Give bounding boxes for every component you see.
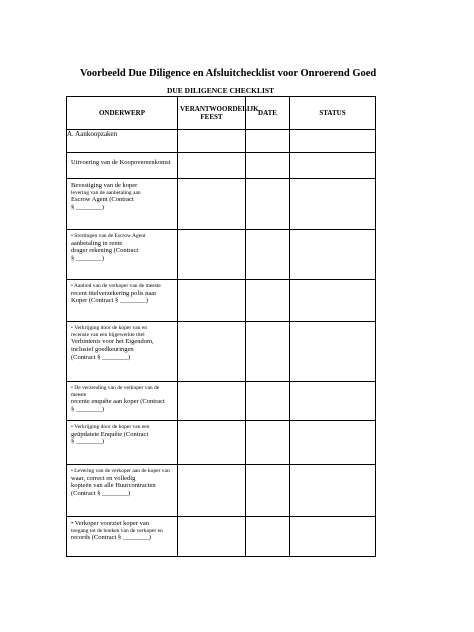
header-date: DATE xyxy=(246,97,290,130)
date-cell[interactable] xyxy=(246,280,290,322)
section-row xyxy=(67,130,376,153)
table-row xyxy=(67,179,376,230)
subject-line: recente enquête aan koper (Contract xyxy=(71,398,165,406)
table-row xyxy=(67,382,376,421)
subject-line: • Verkrijging door de koper van een xyxy=(71,424,150,430)
subject-line: Uitvoering van de Koopovereenkomst xyxy=(71,159,171,166)
subject-line: § ________) xyxy=(71,204,105,212)
subject-line: Koper (Contract § ________) xyxy=(71,297,149,305)
table-row xyxy=(67,421,376,465)
status-cell[interactable] xyxy=(290,130,376,153)
subject-cell xyxy=(67,465,178,517)
header-subject: ONDERWERP xyxy=(67,97,178,130)
subject-line: § ________) xyxy=(71,405,105,413)
table-row xyxy=(67,230,376,280)
date-cell[interactable] xyxy=(246,153,290,179)
party-cell[interactable] xyxy=(178,130,246,153)
party-cell[interactable] xyxy=(178,382,246,421)
date-cell[interactable] xyxy=(246,130,290,153)
subject-cell xyxy=(67,382,178,421)
party-cell[interactable] xyxy=(178,153,246,179)
subject-cell xyxy=(67,280,178,322)
status-cell[interactable] xyxy=(290,421,376,465)
subject-line: • De verzending van de verkoper van de meeste xyxy=(71,385,160,398)
table-row xyxy=(67,153,376,179)
subject-cell xyxy=(67,230,178,280)
subject-line: Escrow Agent (Contract xyxy=(71,196,134,204)
date-cell[interactable] xyxy=(246,465,290,517)
subject-line: § ________) xyxy=(71,438,105,446)
page-title: Voorbeeld Due Diligence en Afsluitchecklist voor Onroerend Goed xyxy=(80,68,377,79)
subject-cell xyxy=(67,153,178,179)
subject-line: drager rekening (Contract xyxy=(71,247,139,255)
status-cell[interactable] xyxy=(290,517,376,557)
subject-line: • Levering van de verkoper aan de koper van xyxy=(71,468,170,474)
subject-cell xyxy=(67,322,178,382)
header-row xyxy=(67,97,376,130)
date-cell[interactable] xyxy=(246,322,290,382)
subject-line: recent titelverzekering polis naar xyxy=(71,289,157,297)
table-row xyxy=(67,322,376,382)
status-cell[interactable] xyxy=(290,280,376,322)
subject-line: • Aanbod van de verkoper van de meeste xyxy=(71,283,161,289)
subject-line: inclusief goedkeuringen xyxy=(71,345,134,353)
party-cell[interactable] xyxy=(178,517,246,557)
party-cell[interactable] xyxy=(178,230,246,280)
party-cell[interactable] xyxy=(178,465,246,517)
subject-line: Verbintenis voor het Eigendom, xyxy=(71,338,154,346)
party-cell[interactable] xyxy=(178,421,246,465)
subject-line: (Contract § ________) xyxy=(71,353,131,361)
subject-cell xyxy=(67,179,178,230)
checklist-table xyxy=(66,96,376,557)
subject-cell xyxy=(67,421,178,465)
subject-line: aanbetaling in rente xyxy=(71,239,123,247)
date-cell[interactable] xyxy=(246,421,290,465)
subject-line: • Verkoper voorziet koper van xyxy=(71,520,149,527)
status-cell[interactable] xyxy=(290,230,376,280)
subject-line: (Contract § ________) xyxy=(71,490,131,498)
table-row xyxy=(67,517,376,557)
section-heading: A. Aankoopzaken xyxy=(67,130,178,153)
status-cell[interactable] xyxy=(290,322,376,382)
date-cell[interactable] xyxy=(246,382,290,421)
status-cell[interactable] xyxy=(290,153,376,179)
subject-line: § ________) xyxy=(71,255,105,263)
header-party-line1: VERANTWOORDELIJK xyxy=(180,104,259,113)
subject-cell xyxy=(67,517,178,557)
subject-line: recensie van een bijgewerkte titel xyxy=(71,331,145,338)
date-cell[interactable] xyxy=(246,230,290,280)
subject-line: kopieën van alle Huurcontracten xyxy=(71,482,156,490)
subject-line: records (Contract § ________) xyxy=(71,534,151,542)
header-responsible-party xyxy=(178,97,259,130)
date-cell[interactable] xyxy=(246,517,290,557)
date-cell[interactable] xyxy=(246,179,290,230)
status-cell[interactable] xyxy=(290,179,376,230)
subject-line: toegang tot de boeken van de verkoper en xyxy=(71,527,163,534)
status-cell[interactable] xyxy=(290,465,376,517)
party-cell[interactable] xyxy=(178,322,246,382)
table-row xyxy=(67,280,376,322)
table-title: DUE DILIGENCE CHECKLIST xyxy=(166,86,275,95)
header-party-line2: FEEST xyxy=(200,113,223,121)
table-row xyxy=(67,465,376,517)
subject-line: • Verkrijging door de koper van en xyxy=(71,325,148,331)
subject-line: Bevestiging van de koper xyxy=(71,182,138,189)
subject-line: geüpdatete Enquête (Contract xyxy=(71,430,149,438)
subject-line: • Stortingen van de Escrow Agent xyxy=(71,233,146,239)
header-status: STATUS xyxy=(290,97,376,130)
status-cell[interactable] xyxy=(290,382,376,421)
party-cell[interactable] xyxy=(178,280,246,322)
party-cell[interactable] xyxy=(178,179,246,230)
subject-line: levering van de aanbetaling aan xyxy=(71,189,141,196)
subject-line: waar, correct en volledig xyxy=(71,474,136,482)
